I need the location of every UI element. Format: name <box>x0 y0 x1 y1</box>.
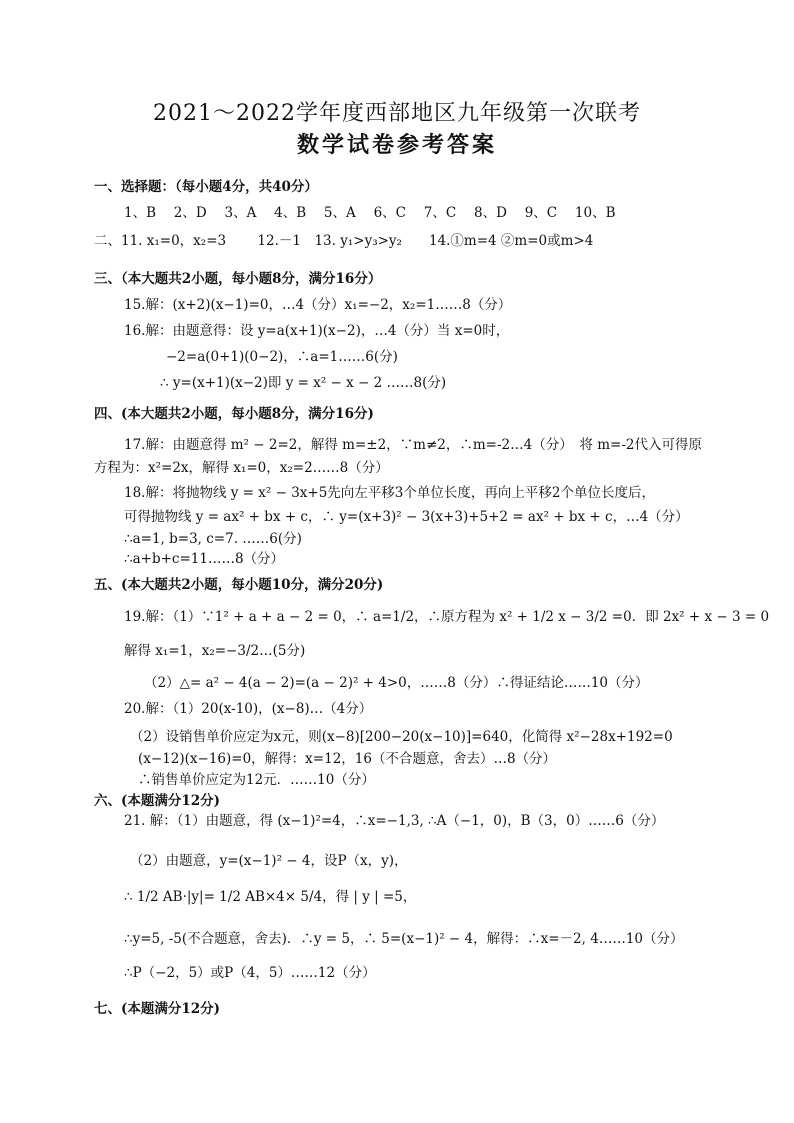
section-5-heading: 五、(本大题共2小题，每小题10分，满分20分) <box>94 577 384 593</box>
section-7-heading: 七、(本题满分12分) <box>94 1001 221 1017</box>
q21-solution-line2: （2）由题意，y=(x−1)² − 4，设P（x，y)， <box>130 853 408 869</box>
q21-solution-line3: ∴ 1/2 AB·|y|= 1/2 AB×4× 5/4，得 | y | =5， <box>124 889 417 905</box>
q18-solution-line1: 18.解：将抛物线 y = x² − 3x+5先向左平移3个单位长度，再向上平移2个单位长度后， <box>124 485 655 501</box>
q21-solution-line5: ∴P（−2，5）或P（4，5）……12（分） <box>124 965 376 981</box>
section-2-answers: 二、11. x₁=0，x₂=3 12.－1 13. y₁>y₃>y₂ 14.①m=4 ②m=0或m>4 <box>94 233 594 249</box>
section-1-answers: 1、B 2、D 3、A 4、B 5、A 6、C 7、C 8、D 9、C 10、B <box>124 205 616 221</box>
q16-solution-line1: 16.解：由题意得：设 y=a(x+1)(x−2)，…4（分）当 x=0时， <box>124 323 510 339</box>
q20-solution-line2: （2）设销售单价应定为x元，则(x−8)[200−20(x−10)]=640，化简得 x²−28x+192=0 <box>130 729 673 745</box>
q16-solution-line3: ∴ y=(x+1)(x−2)即 y = x² − x − 2 ……8(分) <box>160 375 447 391</box>
exam-subtitle: 数学试卷参考答案 <box>296 132 497 158</box>
q20-solution-line3: (x−12)(x−16)=0，解得：x=12，16（不合题意，舍去）…8（分） <box>138 751 557 767</box>
q19-solution-line2: 解得 x₁=1，x₂=−3/2…(5分) <box>124 643 306 659</box>
exam-title: 2021～2022学年度西部地区九年级第一次联考 <box>153 101 641 126</box>
section-1-heading: 一、选择题：（每小题4分，共40分） <box>94 179 318 195</box>
q19-solution-line1: 19.解：（1）∵1² + a + a − 2 = 0，∴ a=1/2，∴原方程为 x² + 1/2 x − 3/2 =0．即 2x² + x − 3 = 0 <box>124 609 770 625</box>
q21-solution-line1: 21. 解：（1）由题意，得 (x−1)²=4，∴x=−1,3, ∴A（−1，0)，B（3，0）……6（分） <box>124 813 665 829</box>
section-6-heading: 六、(本题满分12分) <box>94 793 221 809</box>
q18-solution-line3: ∴a=1, b=3, c=7. ……6(分) <box>124 531 302 547</box>
q17-solution-line2: 方程为：x²=2x，解得 x₁=0，x₂=2……8（分） <box>94 460 389 476</box>
section-4-heading: 四、(本大题共2小题，每小题8分，满分16分) <box>94 406 374 422</box>
q18-solution-line4: ∴a+b+c=11……8（分） <box>124 551 285 567</box>
q18-solution-line2: 可得抛物线 y = ax² + bx + c，∴ y=(x+3)² − 3(x+3)+5+2 = ax² + bx + c，…4（分） <box>124 509 689 525</box>
q20-solution-line4: ∴销售单价应定为12元．……10（分） <box>138 772 375 788</box>
q21-solution-line4: ∴y=5, -5(不合题意，舍去)．∴y = 5，∴ 5=(x−1)² − 4，解得：∴x=－2, 4……10（分） <box>124 931 684 947</box>
q15-solution: 15.解：(x+2)(x−1)=0，…4（分）x₁=−2，x₂=1……8（分） <box>124 297 512 313</box>
q20-solution-line1: 20.解：（1）20(x-10)，(x−8)…（4分） <box>124 701 373 717</box>
q19-solution-line3: （2）△= a² − 4(a − 2)=(a − 2)² + 4>0，……8（分）∴得证结论……10（分） <box>144 675 649 691</box>
q17-solution-line1: 17.解：由题意得 m² − 2=2，解得 m=±2，∵m≠2，∴m=-2…4（分） 将 m=-2代入可得原 <box>124 437 703 453</box>
q16-solution-line2: −2=a(0+1)(0−2)，∴a=1……6(分) <box>166 349 398 365</box>
section-3-heading: 三、（本大题共2小题，每小题8分，满分16分） <box>94 271 382 287</box>
